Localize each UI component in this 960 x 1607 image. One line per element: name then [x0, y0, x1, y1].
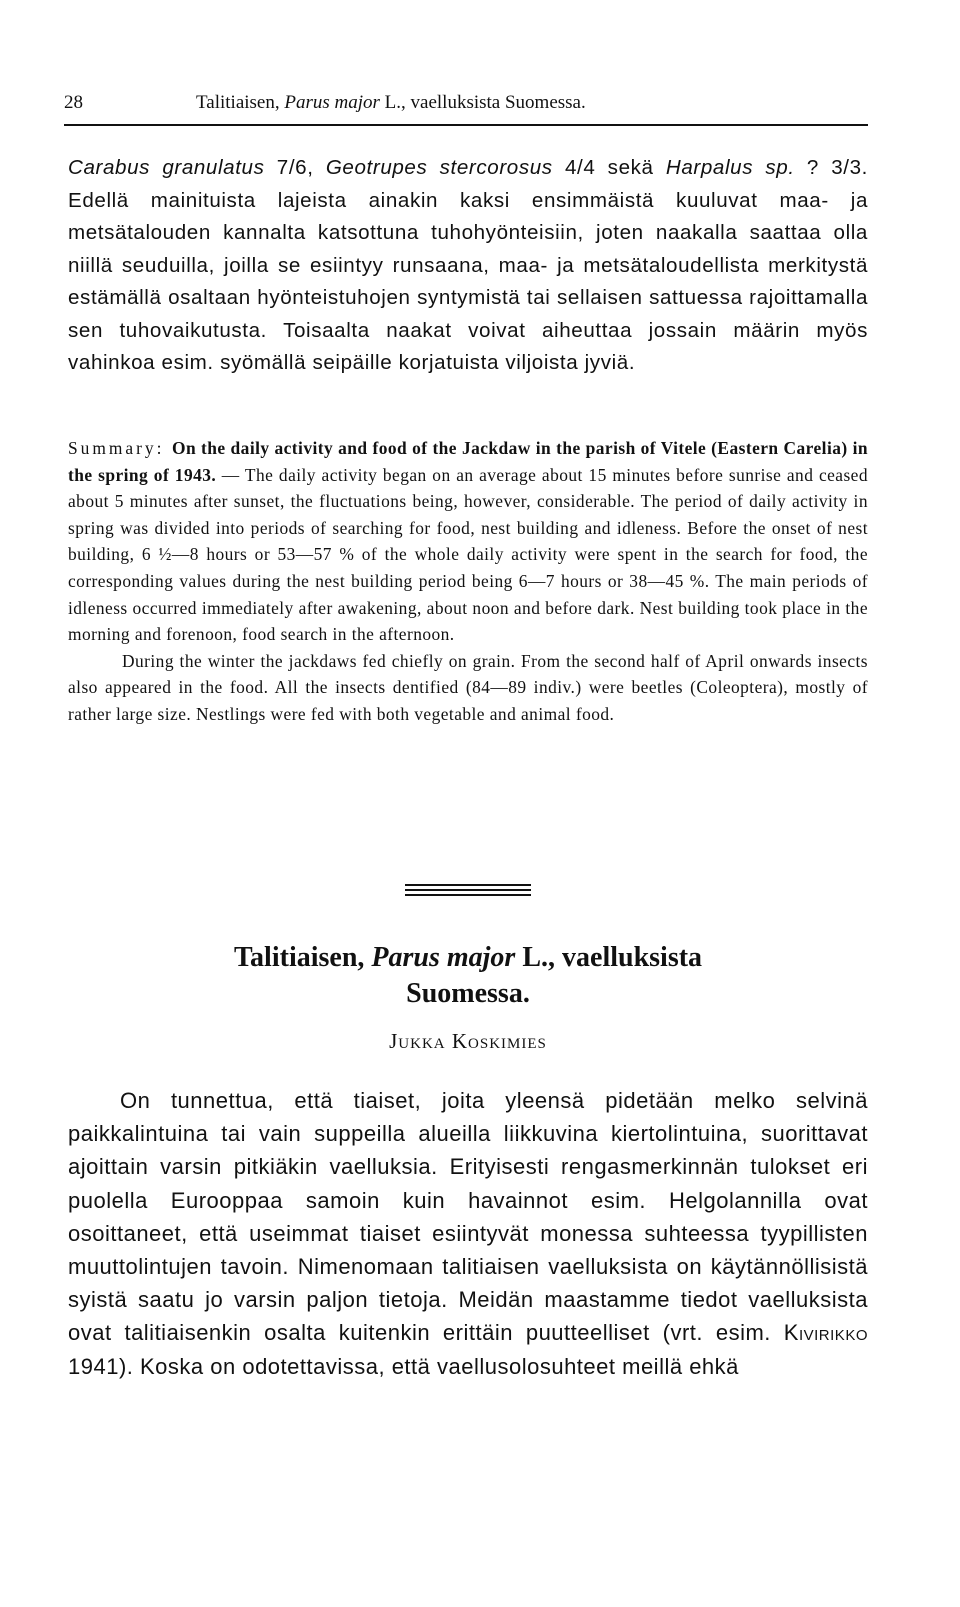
citation-author: Kivirikko	[783, 1320, 868, 1346]
article-intro	[68, 1084, 868, 1383]
summary-title: On the daily activity and food of the Jackdaw in the parish of Vitele (Eastern Carelia) in the spring of 1943.	[68, 438, 868, 485]
running-title: Talitiaisen, Parus major L., vaelluksista Suomessa.	[196, 92, 586, 113]
summary-paragraph-2: During the winter the jackdaws fed chiefly on grain. From the second half of April onwards insects also appeared in the food. All the insects dentified (84—89 indiv.) were beetles (Coleoptera), mostly of rather large size. Nestlings were fed with both vegetable and animal food.	[68, 650, 868, 724]
intro-paragraph: On tunnettua, että tiaiset, joita yleensä pidetään melko selvinä paikkalintuina tai vain suppeilla alueilla liikkuvina kiertolintuina, suorittavat ajoittain varsin pitkiäkin vaelluksia. Erityisesti rengasmerkinnän tulokset eri puolella Eurooppaa samoin kuin havainnot esim. Helgolannilla ovat osoittaneet, että useimmat tiaiset esiintyvät monessa suhteessa tyypillisten muuttolintujen tavoin. Nimenomaan talitiaisen vaelluksista on käytännöllisistä syistä saatu jo varsin paljon tietoja. Meidän maastamme tiedot vaelluksista ovat talitiaisenkin osalta kuitenkin erittäin puutteelliset (vrt. esim. Kivirikko 1941). Koska on odotettavissa, että vaellusolosuhteet meillä ehkä	[68, 1088, 868, 1379]
continuation-paragraph: Carabus granulatus 7/6, Geotrupes stercorosus 4/4 sekä Harpalus sp. ? 3/3. Edellä mainituista lajeista ainakin kaksi ensimmäistä kuuluvat maa- ja metsätalouden kannalta katsottuna tuhohyönteisiin, joten naakalla saattaa olla niillä seuduilla, joilla se esiintyy runsaana, maa- ja metsätaloudellista merkitystä estämällä osaltaan hyönteistuhojen syntymistä tai sellaisen sattuessa rajoittamalla sen tuhovaikutusta. Toisaalta naakat voivat aiheuttaa jossain määrin myös vahinkoa esim. syömällä seipäille korjatuista viljoista jyviä.	[68, 156, 868, 374]
article-author: Jukka Koskimies	[389, 1029, 547, 1053]
header-rule	[64, 124, 868, 126]
summary-label: Summary:	[68, 438, 172, 458]
article-title: Talitiaisen, Parus major L., vaelluksista Suomessa.	[233, 942, 703, 1009]
summary-paragraph-1: Summary: On the daily activity and food of the Jackdaw in the parish of Vitele (Eastern Carelia) in the spring of 1943. — The daily activity began on an average about 15 minutes before sunrise and ceased about 5 minutes after sunset, the fluctuations being, however, considerable. The period of daily activity in spring was divided into periods of searching for food, nest building and idleness. Before the onset of nest building, 6 ½—8 hours or 53—57 % of the whole daily activity were spent in the search for food, the corresponding values during the nest building period being 6—7 hours or 38—45 %. The main periods of idleness occurred immediately after awakening, about noon and before dark. Nest building took place in the morning and forenoon, food search in the afternoon.	[68, 438, 868, 645]
page-number: 28	[64, 92, 83, 113]
running-header	[64, 92, 868, 114]
section-divider	[405, 884, 531, 899]
summary-section	[68, 435, 868, 728]
